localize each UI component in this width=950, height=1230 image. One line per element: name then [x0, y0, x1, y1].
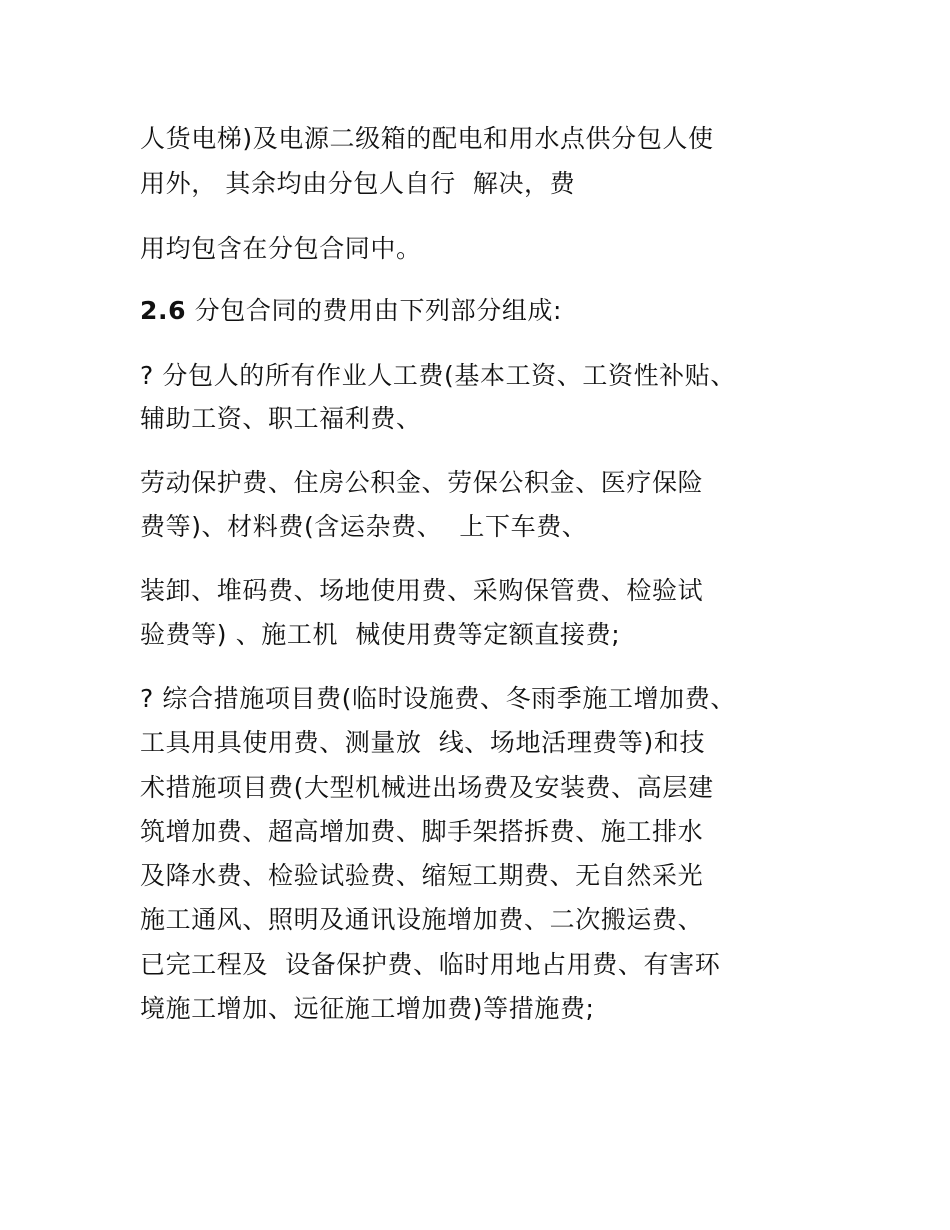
paragraph-5-line-1: 劳动保护费、住房公积金、劳保公积金、医疗保险	[140, 468, 704, 497]
paragraph-2-line-1: 用均包含在分包合同中。	[140, 234, 422, 263]
paragraph-7-line-8: 境施工增加、远征施工增加费)等措施费;	[140, 994, 595, 1023]
paragraph-5-line-2: 费等)、材料费(含运杂费、 上下车费、	[140, 512, 588, 541]
paragraph-7-line-1: ? 综合措施项目费(临时设施费、冬雨季施工增加费、	[140, 684, 736, 713]
paragraph-7-line-6: 施工通风、照明及通讯设施增加费、二次搬运费、	[140, 905, 704, 934]
paragraph-4-line-2: 辅助工资、职工福利费、	[140, 404, 422, 433]
paragraph-7-line-3: 术措施项目费(大型机械进出场费及安装费、高层建	[140, 773, 714, 802]
paragraph-6-line-1: 装卸、堆码费、场地使用费、采购保管费、检验试	[140, 576, 704, 605]
paragraph-1-line-2: 用外， 其余均由分包人自行 解决，费	[140, 169, 576, 198]
section-heading-2-6	[140, 294, 562, 328]
paragraph-6-line-2: 验费等) 、施工机 械使用费等定额直接费;	[140, 620, 621, 649]
paragraph-7-line-7: 已完工程及 设备保护费、临时用地占用费、有害环	[140, 950, 721, 979]
paragraph-4-line-1: ? 分包人的所有作业人工费(基本工资、工资性补贴、	[140, 361, 736, 390]
section-number: 2.6	[140, 296, 187, 325]
paragraph-7-line-4: 筑增加费、超高增加费、脚手架搭拆费、施工排水	[140, 817, 704, 846]
section-heading-text: 分包合同的费用由下列部分组成:	[186, 296, 563, 325]
paragraph-1-line-1: 人货电梯)及电源二级箱的配电和用水点供分包人使	[140, 124, 714, 153]
paragraph-7-line-5: 及降水费、检验试验费、缩短工期费、无自然采光	[140, 861, 704, 890]
paragraph-7-line-2: 工具用具使用费、测量放 线、场地活理费等)和技	[140, 728, 706, 757]
